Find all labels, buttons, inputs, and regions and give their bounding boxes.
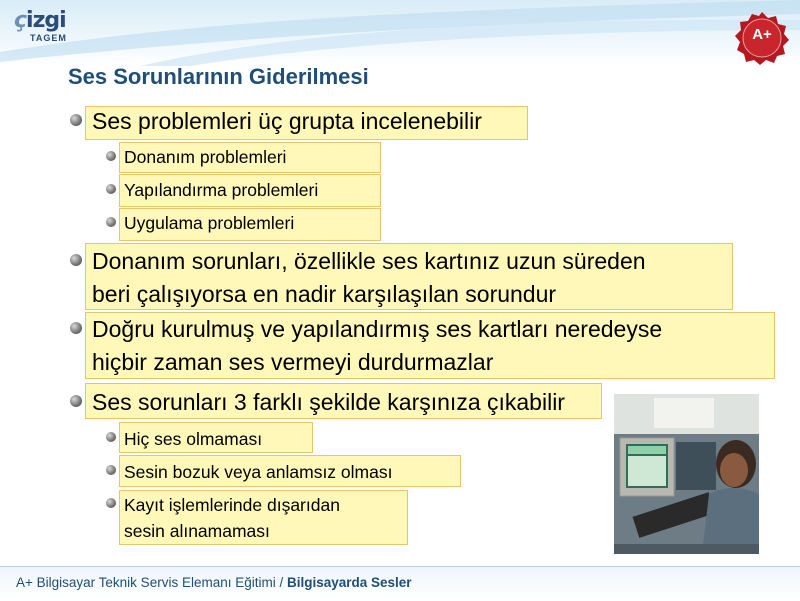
bullet-icon — [70, 395, 82, 407]
bullet-text: Uygulama problemleri — [124, 213, 295, 233]
bullet-text: Doğru kurulmuş ve yapılandırmış ses kartları neredeyse hiçbir zaman ses vermeyi durdurmazlar — [92, 316, 663, 375]
bullet-text: Hiç ses olmaması — [124, 429, 263, 449]
student-at-computer-photo — [614, 394, 759, 554]
a-plus-seal-icon: A+ — [734, 10, 790, 66]
bullet-icon — [106, 217, 116, 227]
bullet-icon — [106, 498, 116, 508]
bullet-icon — [70, 254, 82, 266]
footer-course: A+ Bilgisayar Teknik Servis Elemanı Eğitimi / — [16, 575, 287, 590]
bullet-text: Yapılandırma problemleri — [124, 180, 319, 200]
bullet-text: Kayıt işlemlerinde dışarıdan sesin alınamaması — [124, 495, 340, 541]
bullet-text: Sesin bozuk veya anlamsız olması — [124, 462, 393, 482]
bullet-icon — [70, 322, 82, 334]
footer — [16, 575, 412, 590]
bullet-text: Ses sorunları 3 farklı şekilde karşınıza çıkabilir — [92, 389, 565, 415]
bullet-icon — [70, 114, 82, 126]
bullet-text: Donanım problemleri — [124, 147, 287, 167]
bullet-text: Ses problemleri üç grupta incelenebilir — [92, 108, 482, 134]
footer-topic: Bilgisayarda Sesler — [286, 575, 412, 590]
bullet-icon — [106, 151, 116, 161]
bullet-icon — [106, 432, 116, 442]
bullet-icon — [106, 465, 116, 475]
cizgi-tagem-logo: çizgi TAGEM — [14, 8, 67, 43]
bullet-icon — [106, 184, 116, 194]
page-title: Ses Sorunlarının Giderilmesi — [68, 64, 369, 89]
header-wave-decoration — [0, 0, 800, 66]
bullet-text: Donanım sorunları, özellikle ses kartınız uzun süreden beri çalışıyorsa en nadir karşılaşılan sorundur — [92, 248, 646, 307]
slide-header — [0, 0, 800, 66]
